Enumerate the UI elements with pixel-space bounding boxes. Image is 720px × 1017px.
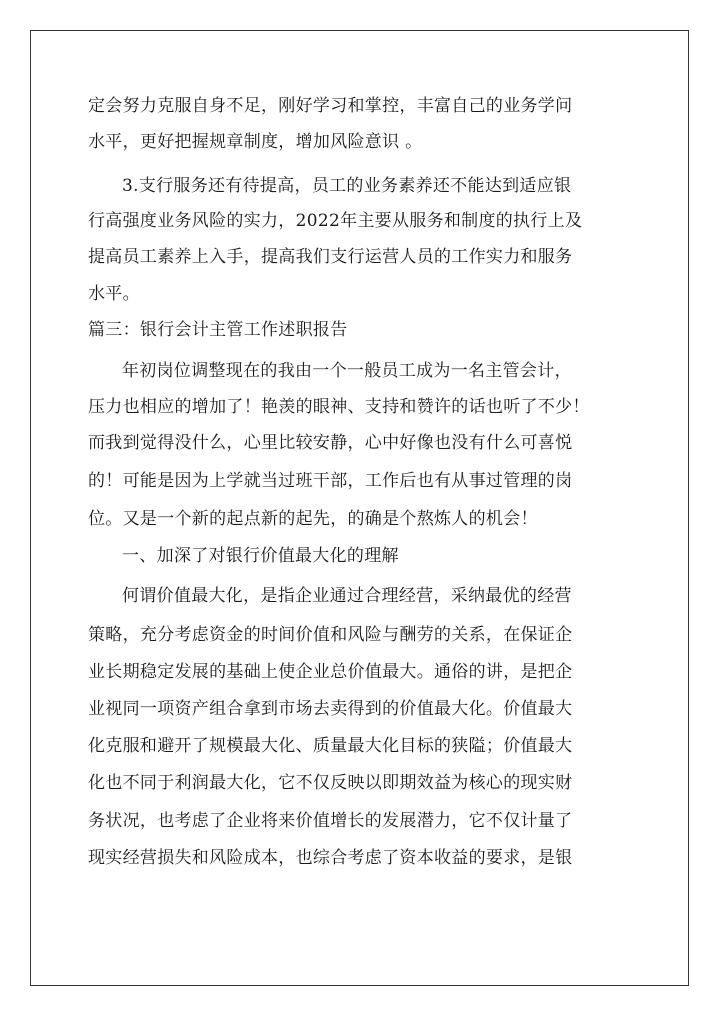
text-line: 业长期稳定发展的基础上使企业总价值最大。通俗的讲，是把企	[88, 662, 573, 682]
text-line: 务状况，也考虑了企业将来价值增长的发展潜力，它不仅计量了	[88, 811, 573, 831]
text-line: 现实经营损失和风险成本，也综合考虑了资本收益的要求，是银	[88, 848, 573, 868]
text-line: 何谓价值最大化，是指企业通过合理经营，采纳最优的经营	[122, 586, 572, 606]
text-line: 水平。	[88, 284, 140, 304]
text-line: 化也不同于利润最大化，它不仅反映以即期效益为核心的现实财	[88, 773, 573, 793]
text-line: 3.支行服务还有待提高，员工的业务素养还不能达到适应银	[122, 176, 572, 196]
text-line: 化克服和避开了规模最大化、质量最大化目标的狭隘；价值最大	[88, 736, 573, 756]
text-line: 的！可能是因为上学就当过班干部，工作后也有从事过管理的岗	[88, 471, 573, 491]
text-line: 行高强度业务风险的实力，2022年主要从服务和制度的执行上及	[88, 211, 583, 231]
text-line: 位。又是一个新的起点新的起先，的确是个熬炼人的机会！	[88, 509, 538, 529]
section-heading: 篇三：银行会计主管工作述职报告	[88, 320, 348, 340]
subsection-heading: 一、加深了对银行价值最大化的理解	[122, 546, 399, 566]
text-line: 策略，充分考虑资金的时间价值和风险与酬劳的关系，在保证企	[88, 625, 573, 645]
text-line: 年初岗位调整现在的我由一个一般员工成为一名主管会计，	[122, 361, 572, 381]
text-line: 定会努力克服自身不足，刚好学习和掌控，丰富自己的业务学问	[88, 96, 573, 116]
text-line: 提高员工素养上入手，提高我们支行运营人员的工作实力和服务	[88, 247, 573, 267]
text-line: 压力也相应的增加了！艳羡的眼神、支持和赞许的话也听了不少！	[88, 397, 590, 417]
text-line: 水平，更好把握规章制度，增加风险意识 。	[88, 132, 423, 152]
text-line: 而我到觉得没什么，心里比较安静，心中好像也没有什么可喜悦	[88, 433, 573, 453]
text-line: 业视同一项资产组合拿到市场去卖得到的价值最大化。价值最大	[88, 699, 573, 719]
